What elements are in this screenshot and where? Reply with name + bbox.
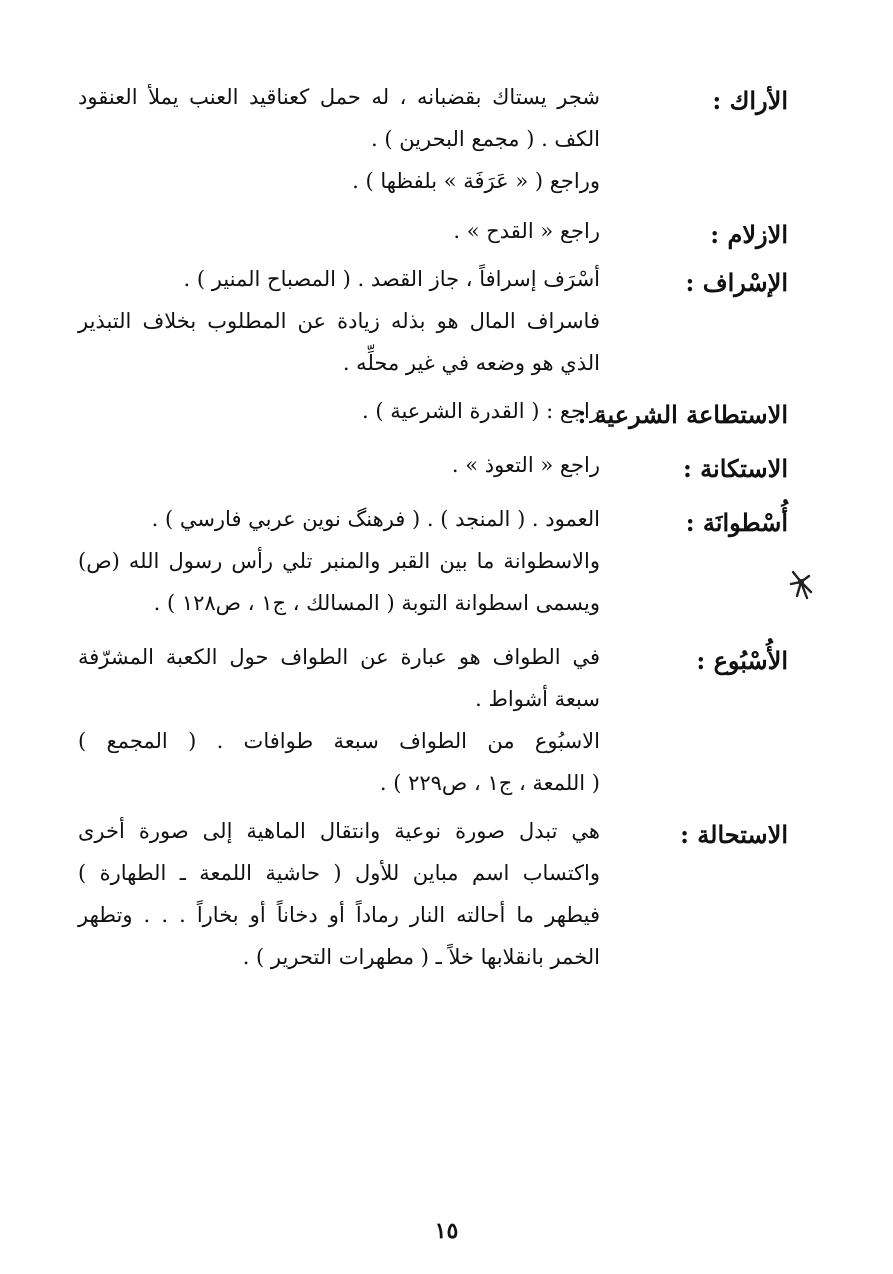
entry-term: الاستطاعة الشرعية : (577, 400, 788, 429)
definition-line: الاسبُوع من الطواف سبعة طوافات . ( المجمع ) (78, 729, 600, 753)
definition-line: راجع : ( القدرة الشرعية ) . (361, 399, 600, 423)
entry-definition (78, 498, 600, 624)
definition-line: الذي هو وضعه في غير محلِّه . (342, 351, 600, 375)
entry-definition (78, 636, 600, 804)
entry-term: الأُسْبُوع : (696, 646, 788, 675)
entry-definition (78, 210, 600, 252)
definition-line: راجع « القدح » . (453, 219, 600, 243)
definition-line: راجع « التعوذ » . (451, 453, 600, 477)
definition-line: العمود . ( المنجد ) . ( فرهنگ نوين عربي فارسي ) . (151, 507, 600, 531)
entry-term: الإسْراف : (685, 268, 788, 297)
entry-definition (78, 810, 600, 978)
entry-term: الازلام : (710, 220, 788, 249)
entry-term: أُسْطوانَة : (685, 508, 788, 537)
definition-line: الخمر بانقلابها خلاً ـ ( مطهرات التحرير ) . (242, 945, 600, 969)
entry-definition (78, 444, 600, 486)
hand-ornament-icon (787, 568, 815, 602)
definition-line: شجر يستاك بقضبانه ، له حمل كعناقيد العنب يملأ العنقود (78, 85, 600, 109)
definition-line: واكتساب اسم مباين للأول ( حاشية اللمعة ـ الطهارة ) (78, 861, 600, 885)
definition-line: في الطواف هو عبارة عن الطواف حول الكعبة المشرّفة (78, 645, 600, 669)
definition-line: هي تبدل صورة نوعية وانتقال الماهية إلى صورة أخرى (78, 819, 600, 843)
definition-line: الكف . ( مجمع البحرين ) . (370, 127, 600, 151)
entry-term: الاستكانة : (682, 454, 788, 483)
entry-term: الاستحالة : (680, 820, 788, 849)
definition-line: سبعة أشواط . (475, 687, 600, 711)
entry-definition (78, 258, 600, 384)
entry-definition (78, 76, 600, 202)
definition-line: والاسطوانة ما بين القبر والمنبر تلي رأس رسول الله (ص) (78, 549, 600, 573)
definition-line: فاسراف المال هو بذله زيادة عن المطلوب بخلاف التبذير (78, 309, 600, 333)
definition-line: ( اللمعة ، ج١ ، ص٢٢٩ ) . (379, 771, 600, 795)
entry-definition (78, 390, 600, 432)
definition-line: وراجع ( « عَرَفَة » بلفظها ) . (352, 169, 600, 193)
definition-line: أسْرَف إسرافاً ، جاز القصد . ( المصباح المنير ) . (183, 267, 600, 291)
entry-term: الأراك : (712, 86, 788, 115)
definition-line: ويسمى اسطوانة التوبة ( المسالك ، ج١ ، ص١٢٨ ) . (153, 591, 600, 615)
definition-line: فيطهر ما أحالته النار رماداً أو دخاناً أو بخاراً . . . وتطهر (78, 903, 600, 927)
page-number: ١٥ (434, 1218, 459, 1244)
